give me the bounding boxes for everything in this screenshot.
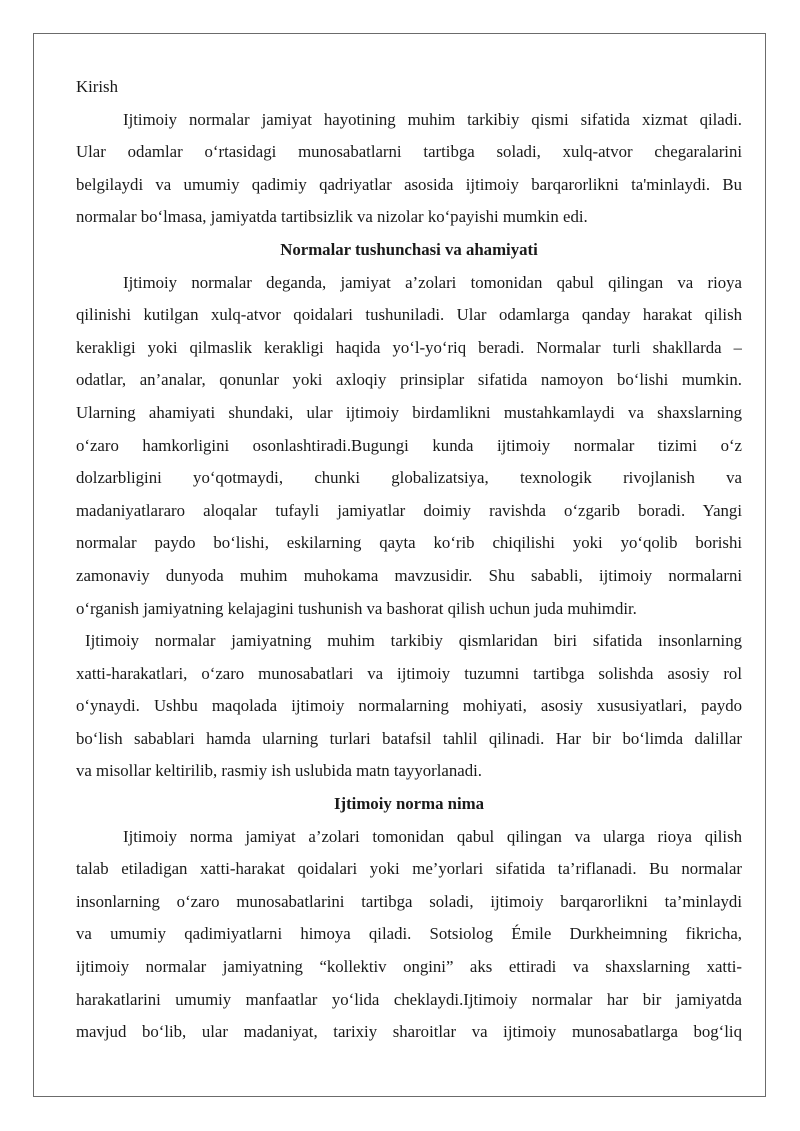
section-heading-kirish: Kirish xyxy=(76,77,118,96)
paragraph-line: va misollar keltirilib, rasmiy ish uslubida matn tayyorlanadi. xyxy=(76,761,482,781)
paragraph-line: talab etiladigan xatti-harakat qoidalari yoki me’yorlari sifatida ta’riflanadi. Bu normalar xyxy=(76,859,742,879)
paragraph-line: normalar bo‘lmasa, jamiyatda tartibsizlik va nizolar ko‘payishi mumkin edi. xyxy=(76,207,588,227)
paragraph-line: o‘ynaydi. Ushbu maqolada ijtimoiy normalarning mohiyati, asosiy xususiyatlari, paydo xyxy=(76,696,742,716)
paragraph-line: mavjud bo‘lib, ular madaniyat, tarixiy sharoitlar va ijtimoiy munosabatlarga bog‘liq xyxy=(76,1022,742,1042)
paragraph-line: belgilaydi va umumiy qadimiy qadriyatlar asosida ijtimoiy barqarorlikni ta'minlaydi. Bu xyxy=(76,174,742,194)
paragraph-line: Ularning ahamiyati shundaki, ular ijtimoiy birdamlikni mustahkamlaydi va shaxslarning xyxy=(76,402,742,422)
paragraph-line: kerakligi yoki qilmaslik kerakligi haqida yo‘l-yo‘riq beradi. Normalar turli shakllarda – xyxy=(76,337,742,357)
paragraph-line: insonlarning o‘zaro munosabatlarini tartibga soladi, ijtimoiy barqarorlikni ta’minlaydi xyxy=(76,891,742,911)
paragraph-line: o‘rganish jamiyatning kelajagini tushunish va bashorat qilish uchun juda muhimdir. xyxy=(76,598,637,618)
paragraph-line: Ular odamlar o‘rtasidagi munosabatlarni tartibga soladi, xulq-atvor chegaralarini xyxy=(76,142,742,162)
paragraph-line: bo‘lish sabablari hamda ularning turlari batafsil tahlil qilinadi. Har bir bo‘limda dalillar xyxy=(76,728,742,748)
section-heading-normalar-tushunchasi: Normalar tushunchasi va ahamiyati xyxy=(280,239,538,259)
paragraph-line: madaniyatlararo aloqalar tufayli jamiyatlar doimiy ravishda o‘zgarib boradi. Yangi xyxy=(76,500,742,520)
document-body xyxy=(76,71,742,1049)
paragraph-line: ijtimoiy normalar jamiyatning “kollektiv ongini” aks ettiradi va shaxslarning xatti- xyxy=(76,957,742,977)
paragraph-line: o‘zaro hamkorligini osonlashtiradi.Bugungi kunda ijtimoiy normalar tizimi o‘z xyxy=(76,435,742,455)
paragraph-line: Ijtimoiy normalar deganda, jamiyat a’zolari tomonidan qabul qilingan va rioya xyxy=(123,272,742,292)
paragraph-line: qilinishi kutilgan xulq-atvor qoidalari tushuniladi. Ular odamlarga qanday harakat qilish xyxy=(76,305,742,325)
paragraph-line: Ijtimoiy normalar jamiyat hayotining muhim tarkibiy qismi sifatida xizmat qiladi. xyxy=(123,109,742,129)
paragraph-line: va umumiy qadimiyatlarni himoya qiladi. Sotsiolog Émile Durkheimning fikricha, xyxy=(76,924,742,944)
paragraph-line: odatlar, an’analar, qonunlar yoki axloqiy prinsiplar sifatida namoyon bo‘lishi mumkin. xyxy=(76,370,742,390)
paragraph-line: xatti-harakatlari, o‘zaro munosabatlari va ijtimoiy tuzumni tartibga solishda asosiy rol xyxy=(76,663,742,683)
paragraph-line: harakatlarini umumiy manfaatlar yo‘lida cheklaydi.Ijtimoiy normalar har bir jamiyatda xyxy=(76,989,742,1009)
paragraph-line: normalar paydo bo‘lishi, eskilarning qayta ko‘rib chiqilishi yoki yo‘qolib borishi xyxy=(76,533,742,553)
paragraph-line: Ijtimoiy normalar jamiyatning muhim tarkibiy qismlaridan biri sifatida insonlarning xyxy=(85,631,742,651)
paragraph-line: Ijtimoiy norma jamiyat a’zolari tomonidan qabul qilingan va ularga rioya qilish xyxy=(123,826,742,846)
paragraph-line: dolzarbligini yo‘qotmaydi, chunki globalizatsiya, texnologik rivojlanish va xyxy=(76,468,742,488)
section-heading-ijtimoiy-norma-nima: Ijtimoiy norma nima xyxy=(333,794,485,814)
paragraph-line: zamonaviy dunyoda muhim muhokama mavzusidir. Shu sababli, ijtimoiy normalarni xyxy=(76,565,742,585)
